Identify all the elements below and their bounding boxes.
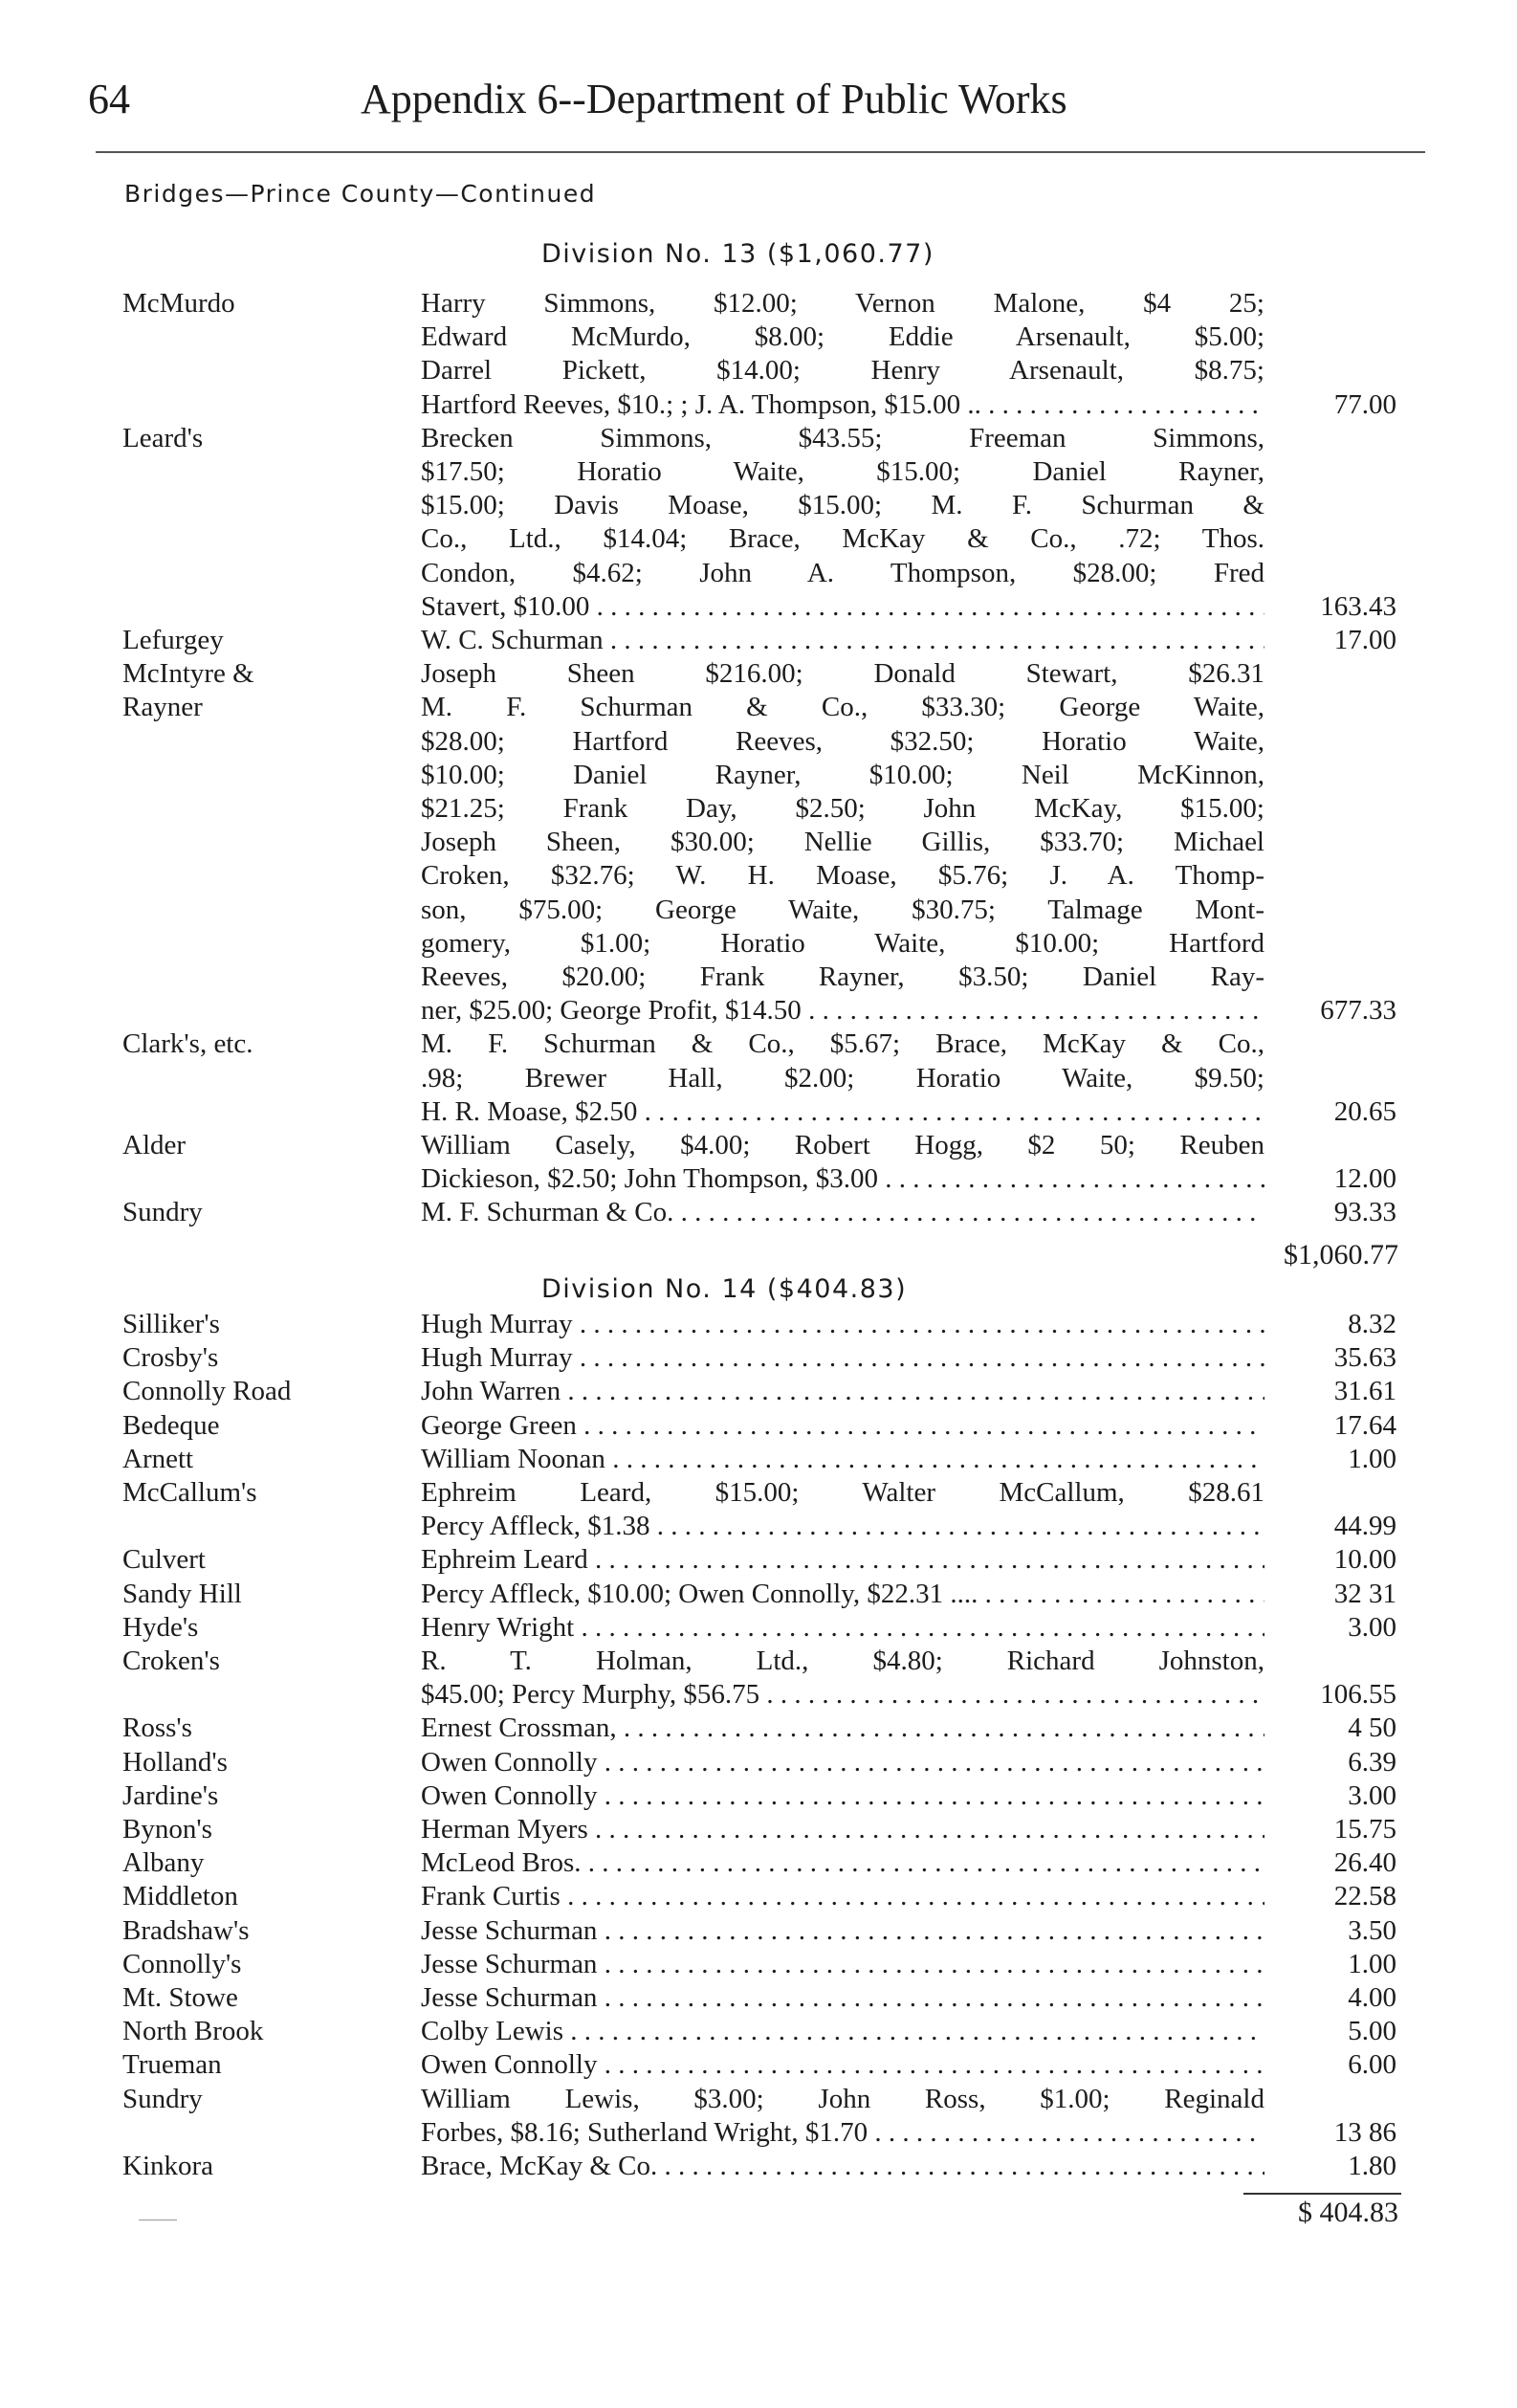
entry-amount: 26.40	[1333, 1847, 1396, 1879]
entry-description: Jesse Schurman . . .	[421, 1948, 1264, 1981]
entry-description: Harry Simmons, $12.00; Vernon Malone, $4 25; Edward McMurdo, $8.00; Eddie Arsenault, $5.00; Darrel Pickett, $14.00; Henry Arsenault, $8.75; Hartford Reeves, $10.; ; J. A. Thompson, $15.00 .. . . .	[421, 287, 1264, 422]
entry-place: Hyde's	[122, 1611, 199, 1643]
entry-place: Lefurgey	[122, 625, 224, 655]
entry-amount: 44.99	[1333, 1511, 1396, 1542]
entry-place: Alder	[122, 1130, 187, 1160]
entry-description: Frank Curtis . . .	[421, 1880, 1264, 1913]
entry-place: Middleton	[122, 1881, 238, 1912]
entry-place: North Brook	[122, 2016, 264, 2047]
entry-amount: 22.58	[1333, 1881, 1396, 1912]
entry-place: Connolly's	[122, 1948, 242, 1979]
entry-place: Sundry	[122, 1197, 203, 1228]
entry-description: John Warren . . .	[421, 1375, 1264, 1408]
entry-place: Culvert	[122, 1544, 206, 1576]
entry-description: Hugh Murray . . .	[421, 1308, 1264, 1341]
division-total: $1,060.77	[1284, 1239, 1398, 1270]
entry-place: Arnett	[122, 1443, 194, 1474]
entry-amount: 17.00	[1333, 625, 1396, 655]
entry-place: Croken's	[122, 1646, 220, 1676]
page-header	[88, 75, 1429, 132]
entry-amount: 20.65	[1333, 1095, 1396, 1127]
entry-amount: 1.00	[1348, 1443, 1396, 1474]
entry-place: Mt. Stowe	[122, 1982, 238, 2013]
total-rule	[1243, 2193, 1401, 2195]
entry-description: Ephreim Leard . . .	[421, 1543, 1264, 1577]
entry-amount: 35.63	[1333, 1342, 1396, 1374]
entry-place: Leard's	[122, 422, 204, 453]
entry-place: Jardine's	[122, 1779, 219, 1811]
entry-description: William Noonan . . .	[421, 1443, 1264, 1476]
entry-description: Jesse Schurman . . .	[421, 1981, 1264, 2015]
entry-description: W. C. Schurman . . .	[421, 624, 1264, 657]
entry-description: Herman Myers . . .	[421, 1813, 1264, 1846]
entry-amount: 6.00	[1348, 2049, 1396, 2081]
entry-amount: 31.61	[1333, 1376, 1396, 1407]
entry-place: Silliker's	[122, 1309, 220, 1339]
entry-description: Colby Lewis . . .	[421, 2015, 1264, 2048]
entry-amount: 17.64	[1333, 1409, 1396, 1441]
entry-place: Ross's	[122, 1712, 192, 1744]
entry-amount: 13 86	[1333, 2116, 1396, 2148]
entry-place: Sandy Hill	[122, 1578, 242, 1609]
entry-amount: 4 50	[1348, 1712, 1396, 1744]
entry-place: Holland's	[122, 1746, 228, 1778]
entry-description: M. F. Schurman & Co. . . .	[421, 1196, 1264, 1229]
entry-description: Jesse Schurman . . .	[421, 1914, 1264, 1948]
page-number: 64	[88, 76, 130, 122]
entry-amount: 106.55	[1320, 1679, 1396, 1711]
section-title: Bridges—Prince County—Continued	[124, 180, 597, 208]
running-head: Appendix 6--Department of Public Works	[361, 76, 1067, 122]
entry-amount: 3.50	[1348, 1914, 1396, 1946]
entry-description: Joseph Sheen $216.00; Donald Stewart, $26.31 M. F. Schurman & Co., $33.30; George Waite, $28.00; Hartford Reeves, $32.50; Horatio Waite, $10.00; Daniel Rayner, $10.00; Neil McKinnon, $21.25; Frank Day, $2.50; John McKay, $15.00; Joseph Sheen, $30.00; Nellie Gillis, $33.70; Michael Croken, $32.76; W. H. Moase, $5.76; J. A. Thomp- son, $75.00; George Waite, $30.75; Talmage Mont- gomery, $1.00; Horatio Waite, $10.00; Hartford Reeves, $20.00; Frank Rayner, $3.50; Daniel Ray- ner, $25.00; George Profit, $14.50 . . .	[421, 657, 1264, 1027]
entry-description: Brace, McKay & Co. . . .	[421, 2150, 1264, 2183]
entry-place: McIntyre & Rayner	[122, 658, 254, 723]
entry-amount: 3.00	[1348, 1611, 1396, 1643]
entry-description: Henry Wright . . .	[421, 1611, 1264, 1645]
entry-description: Percy Affleck, $10.00; Owen Connolly, $22.31 .... . . .	[421, 1578, 1264, 1611]
entry-description: Ernest Crossman, . . .	[421, 1712, 1264, 1745]
entry-place: Trueman	[122, 2049, 222, 2081]
entry-description: Owen Connolly . . .	[421, 2048, 1264, 2082]
entry-place: Connolly Road	[122, 1376, 292, 1407]
entry-description: Ephreim Leard, $15.00; Walter McCallum, $28.61 Percy Affleck, $1.38 . . .	[421, 1476, 1264, 1543]
entry-amount: 677.33	[1320, 995, 1396, 1027]
entry-description: R. T. Holman, Ltd., $4.80; Richard Johnston, $45.00; Percy Murphy, $56.75 . . .	[421, 1645, 1264, 1712]
entry-amount: 4.00	[1348, 1982, 1396, 2013]
entry-place: McMurdo	[122, 288, 235, 319]
entry-amount: 5.00	[1348, 2016, 1396, 2047]
entry-place: Crosby's	[122, 1342, 219, 1374]
entry-place: Bedeque	[122, 1409, 220, 1441]
entry-place: Kinkora	[122, 2151, 214, 2181]
entry-amount: 12.00	[1333, 1163, 1396, 1195]
entry-amount: 163.43	[1320, 590, 1396, 622]
entry-amount: 1.80	[1348, 2151, 1396, 2181]
header-rule	[96, 151, 1425, 153]
entry-place: Bradshaw's	[122, 1914, 250, 1946]
entry-amount: 6.39	[1348, 1746, 1396, 1778]
entry-amount: 10.00	[1333, 1544, 1396, 1576]
entry-description: George Green . . .	[421, 1409, 1264, 1443]
division-total: $ 404.83	[1298, 2197, 1398, 2228]
entry-amount: 15.75	[1333, 1814, 1396, 1845]
entry-amount: 32 31	[1333, 1578, 1396, 1609]
entry-description: Brecken Simmons, $43.55; Freeman Simmons, $17.50; Horatio Waite, $15.00; Daniel Rayner, $15.00; Davis Moase, $15.00; M. F. Schurman & Co., Ltd., $14.04; Brace, McKay & Co., .72; Thos. Condon, $4.62; John A. Thompson, $28.00; Fred Stavert, $10.00 . . .	[421, 422, 1264, 624]
division-title: Division No. 14 ($404.83)	[541, 1274, 908, 1304]
entry-description: Owen Connolly . . .	[421, 1779, 1264, 1813]
entry-amount: 1.00	[1348, 1948, 1396, 1979]
entry-description: William Lewis, $3.00; John Ross, $1.00; Reginald Forbes, $8.16; Sutherland Wright, $1.70 . . .	[421, 2083, 1264, 2150]
entry-amount: 8.32	[1348, 1309, 1396, 1339]
entry-place: Albany	[122, 1847, 205, 1879]
entry-amount: 77.00	[1333, 388, 1396, 420]
entry-description: Hugh Murray . . .	[421, 1341, 1264, 1375]
entry-description: Owen Connolly . . .	[421, 1746, 1264, 1779]
entry-description: M. F. Schurman & Co., $5.67; Brace, McKay & Co., .98; Brewer Hall, $2.00; Horatio Waite, $9.50; H. R. Moase, $2.50 . . .	[421, 1027, 1264, 1129]
entry-place: Sundry	[122, 2083, 203, 2114]
entry-place: Bynon's	[122, 1814, 212, 1845]
division-title: Division No. 13 ($1,060.77)	[541, 239, 934, 269]
entry-amount: 3.00	[1348, 1779, 1396, 1811]
entry-description: McLeod Bros. . . .	[421, 1846, 1264, 1880]
entry-description: William Casely, $4.00; Robert Hogg, $2 50; Reuben Dickieson, $2.50; John Thompson, $3.00 . . .	[421, 1129, 1264, 1196]
entry-amount: 93.33	[1333, 1197, 1396, 1228]
entry-place: Clark's, etc.	[122, 1028, 253, 1060]
entry-place: McCallum's	[122, 1477, 257, 1508]
